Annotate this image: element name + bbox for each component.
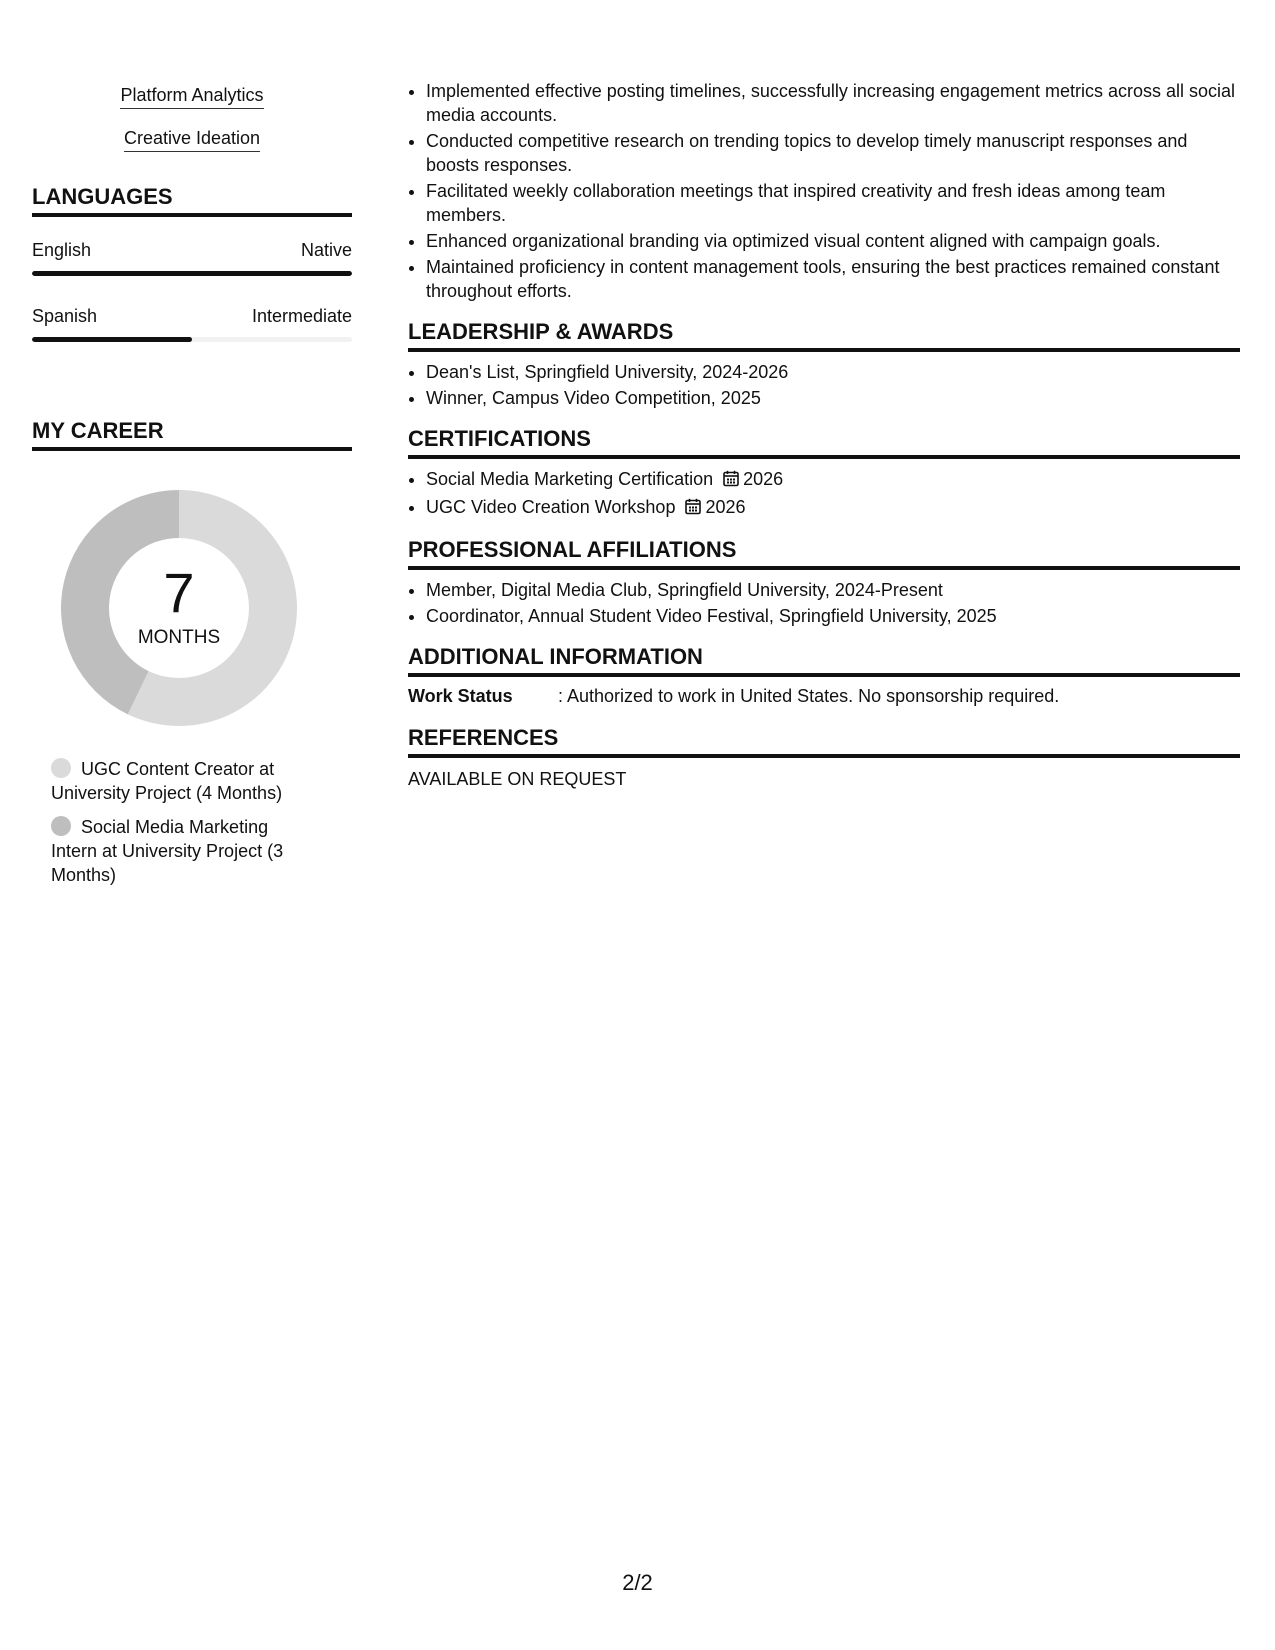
career-months-label: MONTHS bbox=[137, 627, 221, 648]
references-heading: REFERENCES bbox=[408, 725, 1240, 758]
career-legend bbox=[32, 757, 352, 887]
skill-list bbox=[32, 84, 352, 152]
work-status-label: Work Status bbox=[408, 686, 513, 706]
certifications-list bbox=[408, 467, 1240, 521]
language-level-bar bbox=[32, 271, 352, 276]
language-item bbox=[32, 239, 352, 276]
work-status-row bbox=[408, 685, 1240, 707]
language-level: Intermediate bbox=[251, 306, 352, 326]
certification-year: 2026 bbox=[743, 469, 784, 489]
affiliations-section bbox=[408, 537, 1240, 628]
affiliation-item: • Coordinator, Annual Student Video Festival, Springfield University, 2025 bbox=[426, 604, 1240, 628]
language-level: Native bbox=[300, 240, 352, 260]
experience-bullet-list bbox=[408, 79, 1240, 303]
language-level-fill bbox=[32, 337, 192, 342]
affiliation-item: • Member, Digital Media Club, Springfield University, 2024-Present bbox=[426, 578, 1240, 602]
career-section bbox=[32, 418, 352, 887]
language-level-bar bbox=[32, 337, 352, 342]
calendar-icon bbox=[685, 497, 701, 521]
work-status-value: : Authorized to work in United States. No sponsorship required. bbox=[558, 686, 1060, 706]
career-legend-item bbox=[51, 815, 301, 887]
languages-heading: LANGUAGES bbox=[32, 184, 352, 217]
affiliations-heading: PROFESSIONAL AFFILIATIONS bbox=[408, 537, 1240, 570]
legend-label: Social Media Marketing Intern at University Project (3 Months) bbox=[51, 817, 284, 885]
references-text: AVAILABLE ON REQUEST bbox=[408, 769, 627, 789]
experience-bullet: • Maintained proficiency in content management tools, ensuring the best practices remained constant throughout efforts. bbox=[426, 255, 1240, 303]
certifications-heading: CERTIFICATIONS bbox=[408, 426, 1240, 459]
skill-tag: Creative Ideation bbox=[124, 127, 260, 152]
certification-name: UGC Video Creation Workshop bbox=[426, 497, 676, 517]
legend-dot bbox=[51, 816, 71, 836]
calendar-icon bbox=[723, 469, 739, 493]
leadership-list bbox=[408, 360, 1240, 410]
sidebar bbox=[32, 84, 352, 887]
references-section bbox=[408, 725, 1240, 790]
experience-bullet: • Implemented effective posting timelines, successfully increasing engagement metrics across all social media accounts. bbox=[426, 79, 1240, 127]
career-legend-item bbox=[51, 757, 301, 805]
certification-item bbox=[426, 467, 1240, 493]
language-name: English bbox=[32, 240, 92, 260]
leadership-section bbox=[408, 319, 1240, 410]
leadership-item: • Winner, Campus Video Competition, 2025 bbox=[426, 386, 1240, 410]
experience-bullet: • Conducted competitive research on trending topics to develop timely manuscript responses and boosts responses. bbox=[426, 129, 1240, 177]
experience-bullet: • Enhanced organizational branding via optimized visual content aligned with campaign goals. bbox=[426, 229, 1240, 253]
leadership-heading: LEADERSHIP & AWARDS bbox=[408, 319, 1240, 352]
certification-name: Social Media Marketing Certification bbox=[426, 469, 714, 489]
page-number: 2/2 bbox=[622, 1570, 653, 1595]
skill-tag: Platform Analytics bbox=[120, 84, 263, 109]
leadership-item: • Dean's List, Springfield University, 2024-2026 bbox=[426, 360, 1240, 384]
career-donut-chart bbox=[56, 485, 302, 731]
language-name: Spanish bbox=[32, 306, 98, 326]
legend-label: UGC Content Creator at University Project (4 Months) bbox=[51, 759, 283, 803]
additional-info-heading: ADDITIONAL INFORMATION bbox=[408, 644, 1240, 677]
language-item bbox=[32, 305, 352, 342]
career-total-months: 7 bbox=[163, 561, 195, 624]
certification-year: 2026 bbox=[705, 497, 746, 517]
legend-dot bbox=[51, 758, 71, 778]
main-content bbox=[408, 79, 1240, 790]
languages-section bbox=[32, 184, 352, 342]
affiliations-list bbox=[408, 578, 1240, 628]
additional-info-section bbox=[408, 644, 1240, 707]
certifications-section bbox=[408, 426, 1240, 521]
career-heading: MY CAREER bbox=[32, 418, 352, 451]
certification-item bbox=[426, 495, 1240, 521]
language-level-fill bbox=[32, 271, 352, 276]
experience-bullet: • Facilitated weekly collaboration meetings that inspired creativity and fresh ideas among team members. bbox=[426, 179, 1240, 227]
